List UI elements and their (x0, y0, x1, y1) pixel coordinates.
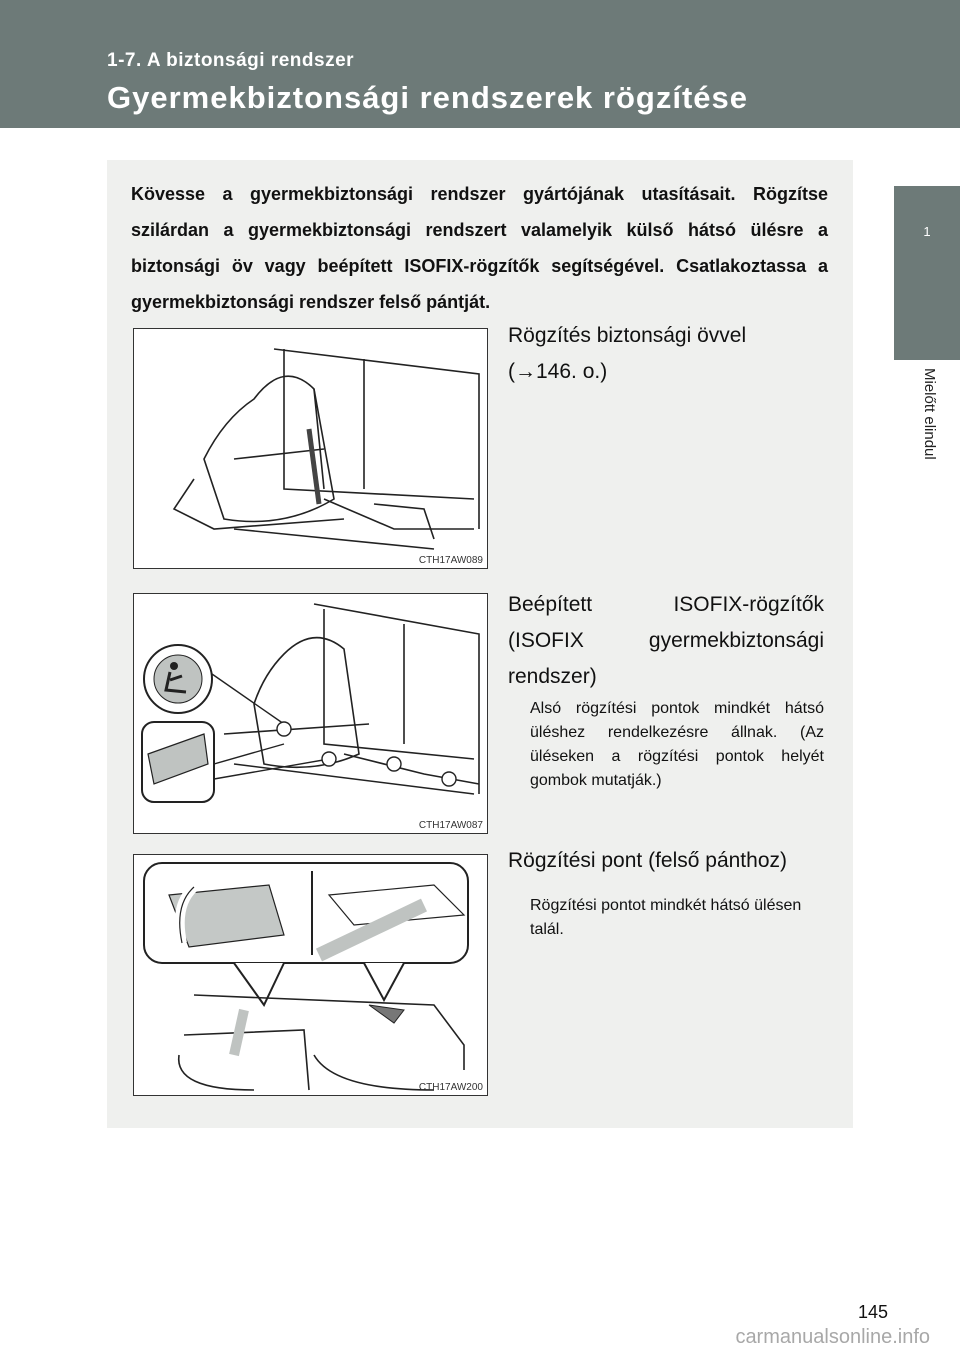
section-label: 1-7. A biztonsági rendszer (107, 50, 355, 71)
title-line: Rögzítés biztonsági övvel (508, 324, 747, 347)
figure-isofix (133, 593, 488, 834)
page-number: 145 (857, 1302, 888, 1322)
figure-code: CTH17AW087 (418, 820, 483, 831)
isofix-illustration (134, 594, 487, 833)
tether-illustration (134, 855, 487, 1095)
title-line: rendszer) (508, 665, 597, 688)
intro-text: Kövesse a gyermekbiztonsági rendszer gyártójának utasításait. Rögzítse szilárdan a gyermekbiztonsági rendszert valamelyik külső hátsó ülésre a biztonsági öv vagy beépített ISOFIX-rögzítők segítségével. Csatlakoztassa a gyermekbiztonsági rendszer felső pántját. (131, 184, 828, 312)
seatbelt-illustration (134, 329, 487, 568)
chapter-number: 1 (923, 224, 931, 239)
item-desc-isofix: Alsó rögzítési pontok mindkét hátsó üléshez rendelkezésre állnak. (Az üléseken a rögzítési pontok helyét gombok mutatják.) (530, 700, 824, 789)
figure-code: CTH17AW089 (418, 555, 483, 566)
page-title: Gyermekbiztonsági rendszerek rögzítése (107, 80, 749, 115)
header-bar (0, 0, 960, 128)
item-title-tether: Rögzítési pont (felső pánthoz) (508, 849, 787, 872)
title-line: (ISOFIX gyermekbiztonsági (508, 629, 824, 652)
title-line: (→146. o.) (508, 360, 608, 383)
chapter-label: Mielőtt elindul (921, 368, 938, 460)
chapter-tab[interactable] (894, 186, 960, 360)
figure-tether (133, 854, 488, 1096)
figure-code: CTH17AW200 (418, 1082, 483, 1093)
figure-seatbelt (133, 328, 488, 569)
watermark: carmanualsonline.info (735, 1326, 930, 1348)
item-title-isofix (508, 587, 824, 695)
item-desc-tether: Rögzítési pontot mindkét hátsó ülésen talál. (530, 897, 802, 938)
title-line: Beépített ISOFIX-rögzítők (508, 593, 824, 616)
item-title-seatbelt (508, 318, 824, 390)
